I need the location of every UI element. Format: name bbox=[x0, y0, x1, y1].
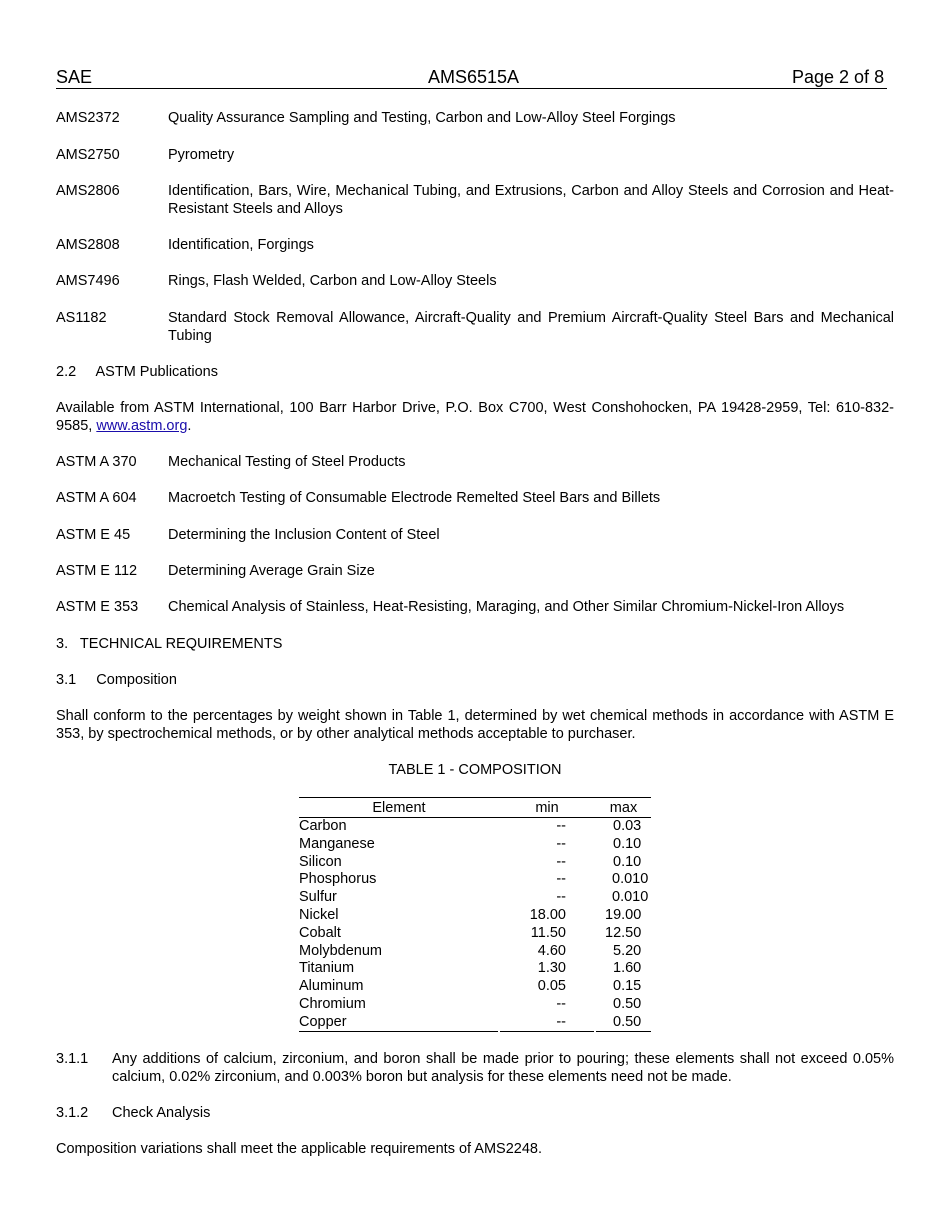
table-cell-max: 0.10 bbox=[613, 835, 642, 852]
ref-title: Rings, Flash Welded, Carbon and Low-Alloy Steels bbox=[168, 273, 497, 289]
header-doc-number: AMS6515A bbox=[428, 67, 520, 87]
table-cell-element: Silicon bbox=[299, 853, 342, 870]
ref-title: Quality Assurance Sampling and Testing, Carbon and Low-Alloy Steel Forgings bbox=[168, 110, 676, 126]
ref-code: ASTM E 353 bbox=[56, 599, 139, 615]
section-heading-technical-requirements: 3. TECHNICAL REQUIREMENTS bbox=[56, 636, 283, 652]
header-rule bbox=[56, 88, 887, 89]
table-cell-min: -- bbox=[556, 889, 566, 906]
table-cell-min: -- bbox=[556, 853, 566, 870]
ref-code: ASTM E 112 bbox=[56, 563, 138, 579]
table-cell-element: Cobalt bbox=[299, 924, 341, 941]
table-cell-element: Molybdenum bbox=[299, 942, 383, 959]
ref-title: Determining the Inclusion Content of Steel bbox=[168, 527, 440, 543]
table-cell-max: 0.10 bbox=[613, 853, 642, 870]
table-cell-min: 18.00 bbox=[529, 907, 566, 923]
table-header-min: min bbox=[535, 800, 559, 816]
table-cell-element: Manganese bbox=[299, 835, 375, 852]
composition-intro-paragraph: Shall conform to the percentages by weight shown in Table 1, determined by wet chemical methods in accordance with ASTM E 353, by spectrochemical methods, or by other analytical methods acceptable to purchaser. bbox=[56, 708, 894, 742]
table-cell-min: -- bbox=[556, 871, 566, 888]
table-cell-max: 19.00 bbox=[605, 907, 642, 923]
astm-availability-paragraph bbox=[56, 400, 894, 435]
ref-code: AS1182 bbox=[56, 310, 107, 326]
table-bottom-rule bbox=[500, 1031, 594, 1032]
table-cell-max: 1.60 bbox=[613, 960, 642, 977]
ref-code: AMS2808 bbox=[56, 237, 120, 253]
ref-title: Macroetch Testing of Consumable Electrode Remelted Steel Bars and Billets bbox=[168, 490, 661, 506]
clause-heading-check-analysis: Check Analysis bbox=[112, 1105, 211, 1121]
table-cell-min: -- bbox=[556, 835, 566, 852]
table-cell-max: 0.50 bbox=[613, 1013, 642, 1030]
ref-code: ASTM E 45 bbox=[56, 527, 131, 543]
table-title: TABLE 1 - COMPOSITION bbox=[388, 762, 562, 778]
ref-code: ASTM A 604 bbox=[56, 490, 137, 506]
ref-title: Pyrometry bbox=[168, 147, 235, 163]
ref-title: Determining Average Grain Size bbox=[168, 563, 375, 579]
section-heading-composition: 3.1 Composition bbox=[56, 672, 177, 688]
ref-title: Chemical Analysis of Stainless, Heat-Resisting, Maraging, and Other Similar Chromium-Nickel-Iron Alloys bbox=[168, 599, 845, 615]
header-org: SAE bbox=[56, 67, 93, 87]
table-cell-element: Carbon bbox=[299, 818, 347, 834]
table-cell-max: 12.50 bbox=[605, 924, 642, 941]
table-cell-element: Titanium bbox=[299, 960, 355, 977]
table-cell-min: 4.60 bbox=[537, 942, 566, 959]
ref-title: Mechanical Testing of Steel Products bbox=[168, 454, 406, 470]
astm-availability-text: Available from ASTM International, 100 Barr Harbor Drive, P.O. Box C700, West Conshohocken, PA 19428-2959, Tel: 610-832-9585, bbox=[56, 400, 894, 434]
table-header-max: max bbox=[609, 800, 638, 816]
ref-code: AMS2750 bbox=[56, 147, 120, 163]
section-heading-astm: 2.2 ASTM Publications bbox=[56, 364, 218, 380]
table-cell-min: 1.30 bbox=[537, 960, 566, 977]
ref-title: Identification, Forgings bbox=[168, 237, 314, 253]
table-cell-element: Sulfur bbox=[299, 889, 337, 906]
table-cell-max: 0.15 bbox=[613, 978, 642, 995]
clause-number: 3.1.2 bbox=[56, 1105, 89, 1121]
table-cell-element: Chromium bbox=[299, 996, 366, 1012]
table-header-rule bbox=[299, 817, 651, 818]
table-cell-min: -- bbox=[556, 996, 566, 1012]
ref-title: Standard Stock Removal Allowance, Aircraft-Quality and Premium Aircraft-Quality Steel Bars and Mechanical Tubing bbox=[168, 310, 894, 344]
table-cell-min: 0.05 bbox=[537, 978, 566, 995]
table-cell-max: 0.010 bbox=[612, 889, 649, 906]
ref-title: Identification, Bars, Wire, Mechanical Tubing, and Extrusions, Carbon and Alloy Steels and Corrosion and Heat-Resistant Steels and Alloys bbox=[168, 183, 894, 217]
ref-code: AMS7496 bbox=[56, 273, 120, 289]
table-cell-min: -- bbox=[556, 818, 566, 834]
clause-number: 3.1.1 bbox=[56, 1051, 89, 1067]
table-cell-element: Nickel bbox=[299, 907, 339, 923]
table-bottom-rule bbox=[596, 1031, 651, 1032]
table-cell-max: 5.20 bbox=[613, 942, 642, 959]
ref-code: AMS2372 bbox=[56, 110, 120, 126]
check-analysis-paragraph: Composition variations shall meet the applicable requirements of AMS2248. bbox=[56, 1141, 543, 1157]
astm-website-link[interactable]: www.astm.org bbox=[96, 417, 188, 434]
header-page-number: Page 2 of 8 bbox=[792, 67, 885, 87]
ref-code: ASTM A 370 bbox=[56, 454, 137, 470]
table-bottom-rule bbox=[299, 1031, 498, 1032]
table-cell-element: Aluminum bbox=[299, 978, 364, 995]
table-cell-max: 0.03 bbox=[613, 818, 642, 834]
astm-availability-end: . bbox=[187, 417, 192, 434]
clause-text-additions: Any additions of calcium, zirconium, and boron shall be made prior to pouring; these elements shall not exceed 0.05% calcium, 0.02% zirconium, and 0.003% boron but analysis for these elements need not be made. bbox=[112, 1051, 894, 1085]
ref-code: AMS2806 bbox=[56, 183, 120, 199]
table-cell-element: Copper bbox=[299, 1013, 347, 1030]
table-cell-max: 0.010 bbox=[612, 871, 649, 888]
table-cell-min: 11.50 bbox=[530, 924, 566, 941]
table-cell-max: 0.50 bbox=[613, 996, 642, 1012]
table-cell-element: Phosphorus bbox=[299, 871, 377, 888]
table-top-rule bbox=[299, 797, 651, 798]
table-cell-min: -- bbox=[556, 1013, 566, 1030]
table-header-element: Element bbox=[372, 800, 426, 816]
